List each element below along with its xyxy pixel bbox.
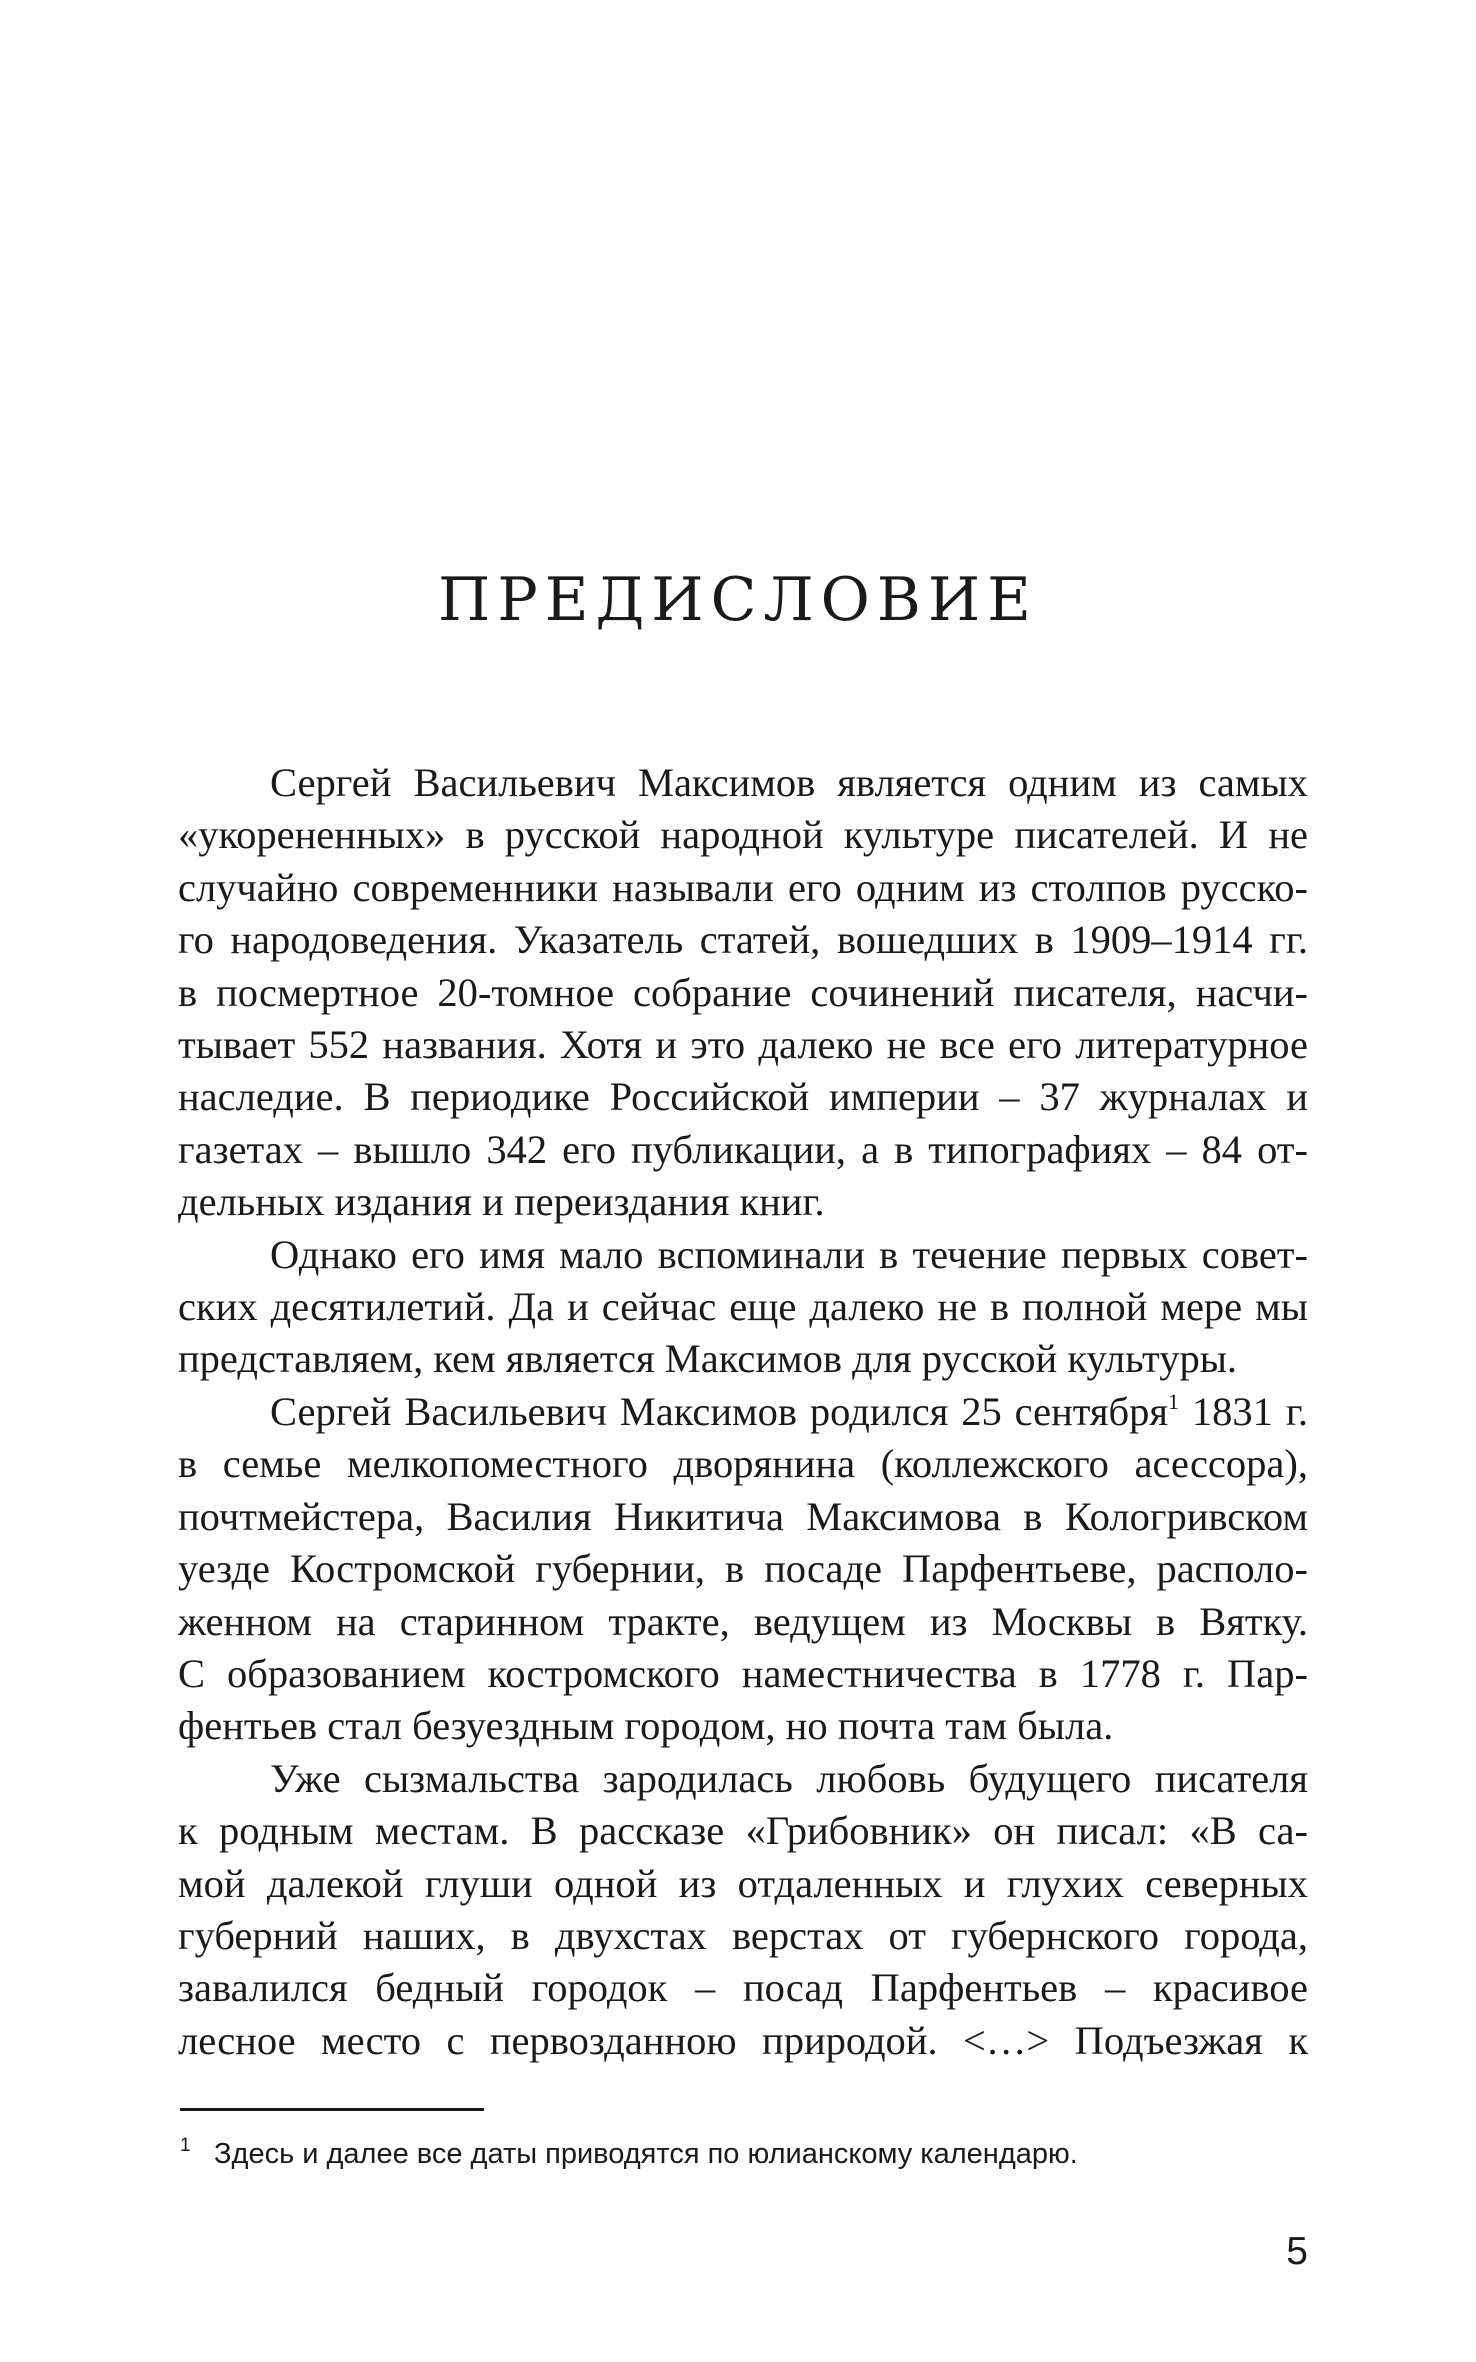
footnote-reference: 1 bbox=[1168, 1388, 1180, 1414]
text-line: завалился бедный городок – посад Парфентьев – красивое bbox=[178, 1965, 1308, 2011]
text-fragment: Сергей Васильевич Максимов родился 25 сентября bbox=[270, 1388, 1169, 1434]
text-line: почтмейстера, Василия Никитича Максимова в Кологривском bbox=[178, 1493, 1308, 1539]
text-line: дельных издания и переиздания книг. bbox=[178, 1179, 825, 1225]
text-line: ских десятилетий. Да и сейчас еще далеко не в полной мере мы bbox=[178, 1284, 1308, 1330]
text-line: в посмертное 20-томное собрание сочинений писателя, насчи- bbox=[178, 969, 1308, 1015]
paragraph-4 bbox=[178, 1753, 1308, 2067]
text-line: Однако его имя мало вспоминали в течение первых совет- bbox=[270, 1231, 1308, 1277]
text-fragment: 1831 г. bbox=[1179, 1388, 1308, 1434]
paragraph-1 bbox=[178, 757, 1308, 1229]
footnote bbox=[180, 2126, 1310, 2174]
paragraph-3 bbox=[178, 1386, 1308, 1753]
text-line: Уже сызмальства зародилась любовь будущего писателя bbox=[270, 1755, 1308, 1801]
text-line: мой далекой глуши одной из отдаленных и глухих северных bbox=[178, 1860, 1308, 1906]
text-line: «укорененных» в русской народной культуре писателей. И не bbox=[178, 812, 1308, 858]
text-line: в семье мелкопоместного дворянина (коллежского асессора), bbox=[178, 1441, 1308, 1487]
text-line: С образованием костромского наместничества в 1778 г. Пар- bbox=[178, 1650, 1308, 1696]
text-line: фентьев стал безуездным городом, но почта там была. bbox=[178, 1703, 1114, 1749]
footnote-marker: 1 bbox=[180, 2135, 191, 2156]
text-line: лесное место с первозданною природой. <…> Подъезжая к bbox=[178, 2017, 1308, 2063]
body-text bbox=[178, 757, 1308, 2067]
paragraph-2 bbox=[178, 1229, 1308, 1386]
text-line: наследие. В периодике Российской империи – 37 журналах и bbox=[178, 1074, 1308, 1120]
text-line: губерний наших, в двухстах верстах от губернского города, bbox=[178, 1912, 1308, 1958]
text-line: представляем, кем является Максимов для русской культуры. bbox=[178, 1336, 1238, 1382]
text-line bbox=[178, 1386, 1308, 1438]
text-line: случайно современники называли его одним из столпов русско- bbox=[178, 864, 1308, 910]
footnote-divider bbox=[180, 2108, 484, 2111]
page-number: 5 bbox=[1286, 2230, 1308, 2273]
footnote-text: Здесь и далее все даты приводятся по юлианскому календарю. bbox=[214, 2138, 1078, 2170]
text-line: к родным местам. В рассказе «Грибовник» он писал: «В са- bbox=[178, 1808, 1308, 1854]
text-line: тывает 552 названия. Хотя и это далеко не все его литературное bbox=[178, 1022, 1308, 1068]
text-line: Сергей Васильевич Максимов является одним из самых bbox=[270, 760, 1308, 805]
text-line: газетах – вышло 342 его публикации, а в типографиях – 84 от- bbox=[178, 1126, 1308, 1172]
text-line: женном на старинном тракте, ведущем из Москвы в Вятку. bbox=[178, 1598, 1308, 1644]
text-line: уезде Костромской губернии, в посаде Парфентьеве, располо- bbox=[178, 1546, 1308, 1592]
chapter-heading: ПРЕДИСЛОВИЕ bbox=[438, 565, 1038, 635]
text-line: го народоведения. Указатель статей, вошедших в 1909–1914 гг. bbox=[178, 917, 1308, 963]
